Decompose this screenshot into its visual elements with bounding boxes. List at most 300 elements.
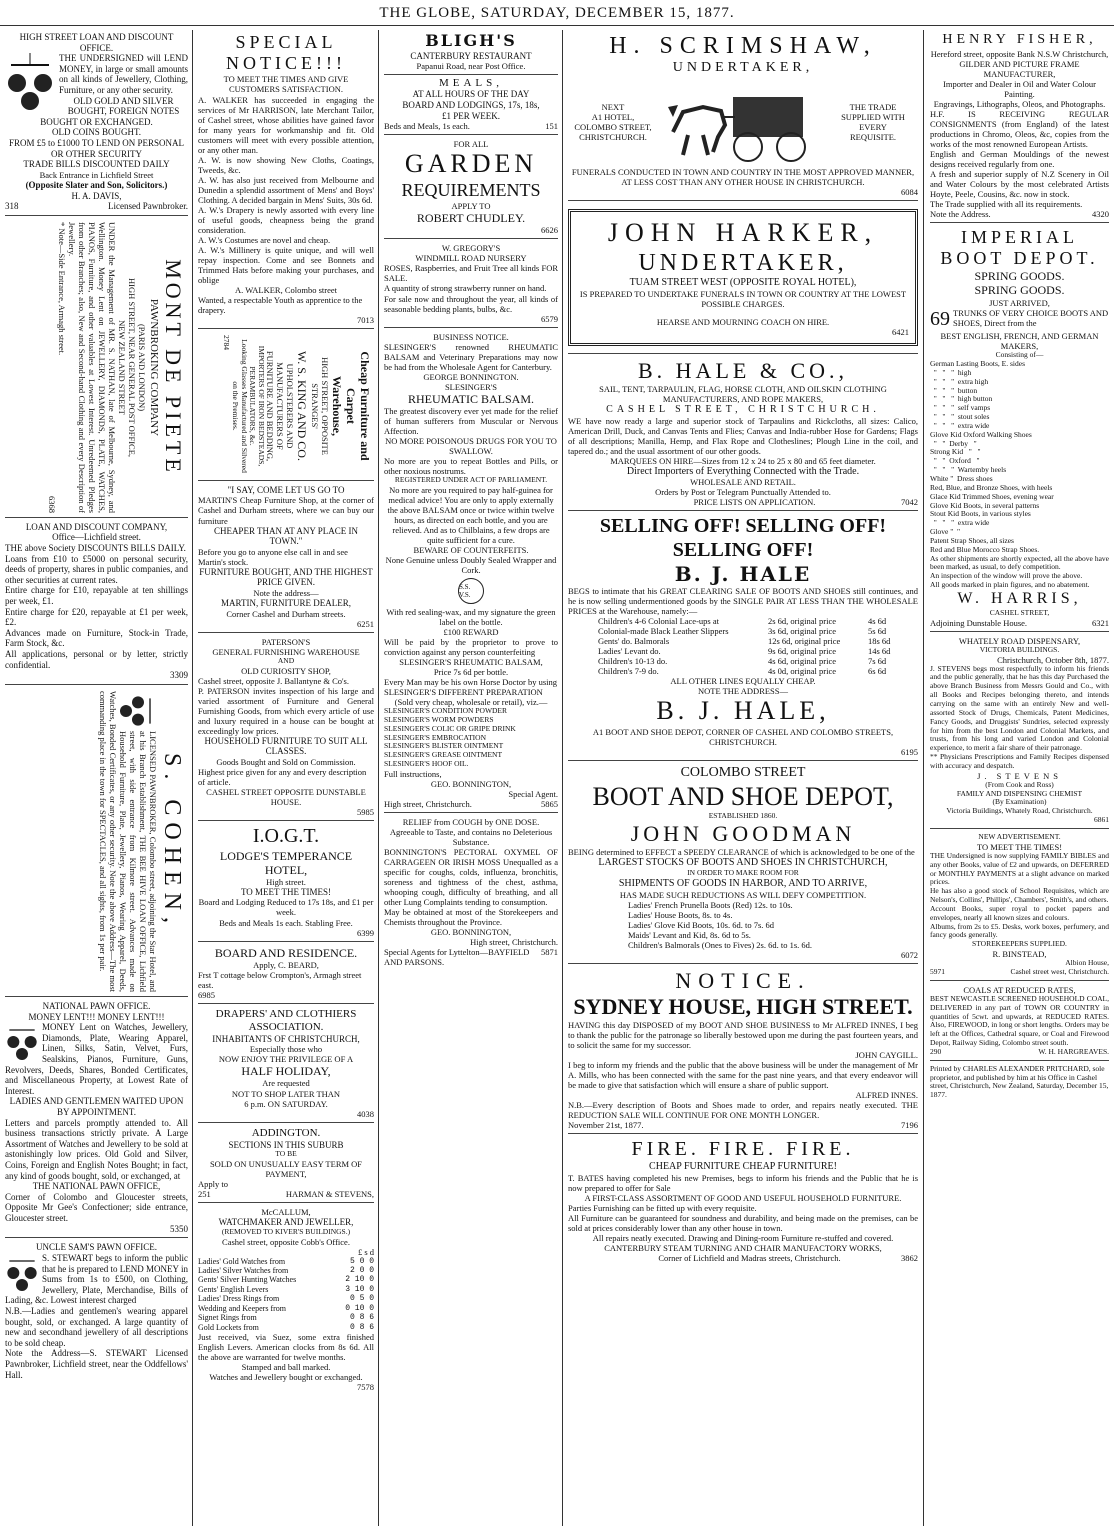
masthead-title: THE GLOBE, SATURDAY, DECEMBER 15, 1877. xyxy=(379,5,735,21)
ad-line: A1 HOTEL, xyxy=(591,111,635,122)
ad-line: Are requested xyxy=(262,1078,310,1089)
ad-line: BEWARE OF COUNTERFEITS. xyxy=(413,544,529,555)
ad-line: Beds and Meals, 1s each. xyxy=(384,121,470,132)
ad-number: 7196 xyxy=(901,1119,918,1130)
ad-number: 5350 xyxy=(170,1223,188,1234)
ad-line: HAS MADE SUCH REDUCTIONS AS WILL DEFY COMPETITION. xyxy=(619,889,867,900)
ad-body: A quantity of strong strawberry runner on hand. xyxy=(384,283,547,294)
product-item: " " " extra wide xyxy=(930,518,990,528)
ad-line: ROBERT CHUDLEY. xyxy=(416,211,526,226)
product-item: SLESINGER'S EMBROCATION xyxy=(384,732,486,742)
ad-line: W. S. KING AND CO. xyxy=(295,350,310,461)
ad-body: Corner of Colombo and Gloucester streets, Opposite Mr Gee's Confectioner; side entrance, Gloucester street. xyxy=(5,1191,188,1224)
ad-body: Engravings, Lithographs, Oleos, and Photographs. xyxy=(933,98,1106,109)
price-item: Ladies' Levant do. xyxy=(598,646,661,657)
ad-line: APPLY TO xyxy=(451,201,491,212)
ad-heading: SELLING OFF! SELLING OFF! SELLING OFF! xyxy=(599,515,887,562)
ad-line: £1 PER WEEK. xyxy=(441,110,501,121)
ad-body: Will be paid by the proprietor to prove to conviction against any person counterfeiting xyxy=(384,636,558,657)
ad-body: S. STEWART begs to inform the public that he is prepared to LEND MONEY in Sums from 1s to £500, on Clothing, Jewellery, Plate, Merchandise, Bills of Lading, &c. Lowest interest charged xyxy=(5,1252,188,1306)
ad-body: Frst T cottage below Crompton's, Armagh street east. xyxy=(198,969,362,990)
ad-signature: W. H. HARGREAVES. xyxy=(1038,1046,1109,1056)
ad-heading: COALS AT REDUCED RATES, xyxy=(963,984,1076,995)
ad-line: OLD COINS BOUGHT. xyxy=(51,127,142,138)
ad-line: LADIES AND GENTLEMEN WAITED UPON BY APPOINTMENT. xyxy=(9,1096,184,1117)
product-item: SLESINGER'S WORM POWDERS xyxy=(384,714,494,724)
product-item: " " Oxford " xyxy=(930,456,980,466)
ad-heading: NOTICE. xyxy=(675,967,811,993)
ad-line: FROM £5 to £1000 TO LEND ON PERSONAL OR OTHER SECURITY xyxy=(9,138,184,159)
ad-line: SUPPLIED WITH xyxy=(841,111,905,122)
left-box xyxy=(568,102,658,142)
ad-subheading: UNDERTAKER, xyxy=(638,249,848,276)
price-item: Children's 4-6 Colonial Lace-ups at xyxy=(598,616,719,627)
price-item: Ladies' Dress Rings from xyxy=(198,1294,280,1304)
ad-body: He has also a good stock of School Requisites, which are Nelson's, Collins', Phillips', Chambers', Smith's, and others. xyxy=(930,886,1109,905)
ad-line: £ s d xyxy=(357,1246,374,1257)
ad-line: Stamped and ball marked. xyxy=(241,1362,331,1373)
product-item: " " " extra high xyxy=(930,376,989,386)
ad-body: Albums, from 2s to £5. Desks, work boxes, perfumery, and fancy goods generally. xyxy=(930,921,1109,940)
ad-line: ESTABLISHED 1860. xyxy=(708,811,778,821)
ad-subheading: SPRING GOODS. xyxy=(974,283,1065,298)
ad-body: English and German Mouldings of the newest designs received regularly from one. xyxy=(930,148,1109,169)
price-original: 18s 6d xyxy=(868,636,891,647)
ad-body: N.B.—Ladies and gentlemen's wearing apparel bought, sold, or exchanged. A large quantity of new and secondhand jewellery of all descriptions to be sold cheap. xyxy=(5,1305,188,1348)
product-item: " " " stout soles xyxy=(930,412,990,422)
ad-fire-furniture xyxy=(568,1136,918,1267)
ad-body: WE have now ready a large and superior stock of Tarpaulins and Rickcloths, all sizes: Calico, American Drill, Duck, and Canvas Tents and Flies; Canvas and India-rubber Hose for Gardens; Flags of all descriptions; Manilla, Hemp, and Flax Rope and Clotheslines; Plough Line in the coil, and tapered do.; and the usual assortment of our other goods. xyxy=(568,415,918,456)
ad-body: Board and Lodging Reduced to 17s 18s, and £1 per week. xyxy=(198,897,374,918)
price-item: Wedding and Keepers from xyxy=(198,1303,286,1313)
ad-body: MARTIN'S Cheap Furniture Shop, at the corner of Cashel and Durham streets, where we can buy our furniture xyxy=(198,495,374,526)
ad-mont-de-piete xyxy=(5,218,188,518)
rotated-block xyxy=(5,689,188,994)
price-original: 6s 6d xyxy=(868,666,887,677)
price-item: Signet Rings from xyxy=(198,1313,257,1323)
ad-number: 7013 xyxy=(357,314,374,325)
ad-national-pawn xyxy=(5,999,188,1238)
ad-heading: COLOMBO STREET xyxy=(680,765,806,781)
ad-ws-king xyxy=(198,331,374,481)
price-value: 0 8 6 xyxy=(349,1322,374,1332)
ad-body: BONNINGTON'S PECTORAL OXYMEL OF CARRAGEEN OR IRISH MOSS Unequalled as a specific for coughs, colds, influenza, bronchitis, soreness and tightness of the chest, asthma, whooping cough, difficulty of breathing, and all other Lung Complaints tending to consumption. xyxy=(384,847,558,908)
column-2 xyxy=(195,30,377,1526)
ad-line: Special Agents for Lyttelton—BAYFIELD AND PARSONS. xyxy=(384,947,530,968)
ad-line: NOTE THE ADDRESS— xyxy=(697,686,789,697)
column-3 xyxy=(381,30,561,1526)
ad-line: Apply, C. BEARD, xyxy=(253,959,319,970)
ad-number: 4320 xyxy=(1092,208,1109,219)
ad-signature: H. A. DAVIS, xyxy=(71,190,122,201)
ad-body: SECTIONS IN THIS SUBURB xyxy=(228,1139,344,1150)
ad-number: 151 xyxy=(545,121,558,132)
ad-blighs xyxy=(384,30,558,135)
product-list xyxy=(384,707,558,769)
ad-gregory xyxy=(384,241,558,327)
ad-line: NEXT xyxy=(601,101,625,112)
ad-body: Direct Importers of Everything Connected with the Trade. xyxy=(626,465,860,477)
ad-line: HEARSE AND MOURNING COACH ON HIRE. xyxy=(656,316,830,327)
ad-body: None Genuine unless Doubly Sealed Wrapper and Cork. xyxy=(385,554,557,575)
ad-number: 3309 xyxy=(170,670,188,681)
ad-number: 5971 xyxy=(930,966,945,976)
ad-line: CASHEL STREET OPPOSITE DUNSTABLE HOUSE. xyxy=(206,786,366,807)
ad-relief-cough xyxy=(384,815,558,970)
price-sale: 3s 6d, original price xyxy=(768,626,836,637)
ad-line: HIGH STREET, OPPOSITE STRANGES' xyxy=(309,356,330,455)
ad-heading: BLIGH'S xyxy=(425,31,517,50)
ad-heading: HENRY FISHER, xyxy=(942,32,1097,47)
product-item: " " " extra wide xyxy=(930,420,990,430)
price-row xyxy=(198,1285,374,1294)
ad-subheading: CANTERBURY RESTAURANT xyxy=(410,50,532,61)
ad-heading: DRAPERS' AND CLOTHIERS ASSOCIATION. xyxy=(215,1007,357,1033)
ad-line: * Note—Side Entrance, Armagh street. xyxy=(56,221,67,355)
column-rule xyxy=(378,30,379,1526)
ad-body: A. WALKER has succeeded in engaging the services of Mr HARRISON, late Merchant Tailor, of Cashel street, whose abilities have gained favor for many years for workmanship and fit. Old customers will meet with every possible attention, or any other man. xyxy=(198,94,374,155)
ad-line: IN ORDER TO MAKE ROOM FOR xyxy=(687,867,799,877)
masthead xyxy=(0,0,1114,26)
ad-line: Papanui Road, near Post Office. xyxy=(416,61,526,72)
price-row xyxy=(598,616,918,626)
ad-number: 6321 xyxy=(1092,617,1109,628)
ad-subheading: B. J. HALE xyxy=(674,561,812,586)
ad-line: TUAM STREET WEST (OPPOSITE ROYAL HOTEL), xyxy=(629,276,857,288)
ad-signature: ALFRED INNES. xyxy=(855,1089,918,1100)
column-5 xyxy=(927,30,1112,1526)
ad-sydney-house xyxy=(568,966,918,1134)
ad-body: Entire charge for £20, repayable at £1 per week, £2. xyxy=(5,606,188,628)
ad-line: A1 BOOT AND SHOE DEPOT, CORNER OF CASHEL AND COLOMBO STREETS, CHRISTCHURCH. xyxy=(592,727,894,748)
ad-line: STOREKEEPERS SUPPLIED. xyxy=(972,939,1067,949)
ad-heading: REQUIREMENTS xyxy=(401,180,541,200)
ad-body: ** Physicians Prescriptions and Family Recipes dispensed with accuracy and despatch. xyxy=(930,752,1109,770)
ad-line: Special Agent. xyxy=(508,788,558,799)
ad-body: MARQUEES ON HIRE—Sizes from 12 x 24 to 25 x 80 and 65 feet diameter. xyxy=(610,455,876,466)
ad-heading: S. COHEN, xyxy=(159,752,185,930)
ad-heading: GARDEN xyxy=(404,149,538,179)
ad-subheading: CHEAP FURNITURE CHEAP FURNITURE! xyxy=(649,1161,837,1173)
ad-garden xyxy=(384,137,558,239)
imprint-text: Printed by CHARLES ALEXANDER PRITCHARD, sole proprietor, and published by him at his Office in Cashel street, Christchurch, New Zealand, Saturday, December 15, 1877. xyxy=(930,1063,1109,1100)
ad-line: SLESINGER'S RHEUMATIC BALSAM, xyxy=(399,656,543,667)
ad-loan-discount-company xyxy=(5,520,188,685)
ad-line: IMPORTERS OF IRON BEDSTEADS, PERAMBULATORS, &c. xyxy=(248,345,267,467)
ad-heading: RELIEF from COUGH by ONE DOSE. xyxy=(402,817,540,828)
ad-subheading: MONEY LENT!!! MONEY LENT!!! xyxy=(28,1011,165,1022)
ad-imperial-boot xyxy=(930,225,1109,632)
ad-line: TRADE BILLS DISCOUNTED DAILY xyxy=(23,159,170,170)
ad-body: An inspection of the window will prove the above. xyxy=(930,571,1083,581)
product-item: SLESINGER'S CONDITION POWDER xyxy=(384,706,508,716)
ad-line: (Opposite Slater and Son, Solicitors.) xyxy=(25,179,168,190)
ad-line: FURNITURE AND BEDDING, xyxy=(265,350,276,461)
ad-line: REGISTERED UNDER ACT OF PARLIAMENT. xyxy=(394,474,548,484)
price-sale: 12s 6d, original price xyxy=(768,636,841,647)
ad-body: J. STEVENS begs most respectfully to inform his friends and the public generally, that he has this day Purchased the above Branch Business from Messrs Gould and Co., with all Books and Recipes belonging thereto, and intends carrying on the same with an entirely New and well-assorted Stock of Drugs, Chemicals, Patent Medicines, Fancy Goods, and Druggists' Sundries, selected expressly for him from the best London and Colonial Markets, and trusts, from his long and varied London and Colonial experience, to merit a fair share of their patronage. xyxy=(930,663,1109,753)
ad-body: FUNERALS CONDUCTED IN TOWN AND COUNTRY IN THE MOST APPROVED MANNER, AT LESS COST THAN ANY OTHER HOUSE IN CHRISTCHURCH. xyxy=(571,166,915,187)
product-item: Glace Kid Trimmed Shoes, evening wear xyxy=(930,491,1054,501)
ad-body: No more are you required to pay half-guinea for medical advice! You are only to apply externally the above BALSAM once or twice within twelve hours, as directed on each bottle, and you are relieved. And as to Chilblains, a few drops are quite sufficient for a cure. xyxy=(387,484,555,545)
price-value: 2 10 0 xyxy=(345,1275,374,1285)
pawnbroker-balls-icon xyxy=(5,53,55,113)
ad-line: GILDER AND PICTURE FRAME MANUFACTURER, xyxy=(959,58,1080,79)
ad-selling-off xyxy=(568,513,918,761)
ad-body: Letters and parcels promptly attended to. All business transactions strictly private. A Large Assortment of Watches and Jewellery to be sold at astonishingly low prices. Old Gold and Silver, Coins, Foreign and English Notes Bought; in fact, any kind of goods bought, sold, or exchanged, at xyxy=(5,1117,188,1181)
trunk-count: 69 xyxy=(930,307,950,330)
product-item: Strong Kid " " xyxy=(930,447,981,457)
ad-line: Back Entrance in Lichfield Street xyxy=(39,169,154,180)
ad-line: (From Cook and Ross) xyxy=(985,779,1054,789)
ad-line: High street, Christchurch. xyxy=(470,937,558,948)
ad-drapers xyxy=(198,1006,374,1123)
ad-number: 6579 xyxy=(541,313,558,324)
column-rule xyxy=(923,30,924,1526)
ad-heading: NEW ADVERTISEMENT. xyxy=(978,831,1061,841)
price-item: Children's Balmorals (Ones to Fives) 2s. 6d. to 1s. 6d. xyxy=(628,939,813,950)
ad-body: A. W.'s Millinery is quite unique, and will well repay inspection. Come and see Bonnets and Trimmed Hats before making your purchases, and oblige xyxy=(198,244,374,285)
ad-line: Corner Cashel and Durham streets. xyxy=(226,608,346,619)
ad-heading: FIRE. FIRE. FIRE. xyxy=(631,1137,855,1160)
ad-heading: HIGH STREET LOAN AND DISCOUNT OFFICE. xyxy=(19,32,174,53)
ad-line: Orders by Post or Telegram Punctually Attended to. xyxy=(655,487,831,498)
ad-heading: H. SCRIMSHAW, xyxy=(609,33,877,59)
ad-body: Advances made on Furniture, Stock-in Trade, Farm Stock, &c. xyxy=(5,627,188,649)
ad-line: CANTERBURY STEAM TURNING AND CHAIR MANUFACTORY WORKS, xyxy=(604,1243,882,1254)
product-item: Red, Blue, and Bronze Shoes, with heels xyxy=(930,482,1053,492)
ad-line: NOW ENJOY THE PRIVILEGE OF A xyxy=(218,1054,354,1065)
ad-line: CHEAPER THAN AT ANY PLACE IN TOWN." xyxy=(213,525,359,547)
ad-martin xyxy=(198,483,374,633)
ad-number: 251 xyxy=(198,1189,211,1200)
product-item: Glove Kid Oxford Walking Shoes xyxy=(930,429,1032,439)
ad-line: TO BE xyxy=(275,1149,297,1159)
ad-signature: JOHN CAYGILL. xyxy=(855,1049,918,1060)
price-row xyxy=(198,1275,374,1284)
ad-line: BOARD AND LODGINGS, 17s, 18s, xyxy=(402,100,540,111)
ad-colombo-boot-depot xyxy=(568,763,918,964)
ad-signature: HARMAN & STEVENS, xyxy=(285,1189,374,1200)
ad-heading: BOARD AND RESIDENCE. xyxy=(214,945,358,960)
ad-line: High street. xyxy=(266,876,306,887)
ad-body: T. BATES having completed his new Premises, begs to inform his friends and the Public that he is now prepared to offer for Sale xyxy=(568,1173,918,1194)
product-item: " " " high xyxy=(930,367,972,377)
price-item: Colonial-made Black Leather Slippers xyxy=(598,626,729,637)
ad-body: The Trade supplied with all its requirements. xyxy=(930,198,1083,209)
ad-subheading: PAWNBROKING COMPANY xyxy=(148,298,161,436)
ad-line: Adjoining Dunstable House. xyxy=(930,617,1028,628)
horse-hearse-icon xyxy=(663,77,823,167)
ad-number: 290 xyxy=(930,1046,942,1056)
price-item: Ladies' Silver Watches from xyxy=(198,1265,289,1275)
product-item: " " Derby " xyxy=(930,438,977,448)
seal-text: S.S. V.S. xyxy=(459,582,471,599)
column-rule xyxy=(562,30,563,1526)
ad-number: 2784 xyxy=(221,334,231,350)
ad-line: Albion House, xyxy=(1065,958,1109,968)
price-row xyxy=(598,626,918,636)
ad-heading: NATIONAL PAWN OFFICE. xyxy=(42,1000,151,1011)
ad-body: THE above Society DISCOUNTS BILLS DAILY. xyxy=(5,542,186,553)
ad-heading: ADDINGTON. xyxy=(251,1126,321,1139)
ad-line: SLESINGER'S DIFFERENT PREPARATION xyxy=(384,687,543,698)
ad-subheading: SYDNEY HOUSE, HIGH STREET. xyxy=(573,993,913,1019)
ad-line: FURNITURE BOUGHT, AND THE HIGHEST PRICE GIVEN. xyxy=(199,566,373,588)
ad-body: A. W.'s Drapery is newly assorted with every line of useful goods, cheapness being the grand consideration. xyxy=(198,204,374,235)
ad-uncle-sams xyxy=(5,1240,188,1383)
ad-body: Every Man may be his own Horse Doctor by using xyxy=(384,677,558,687)
product-item: Stout Kid Boots, in various styles xyxy=(930,509,1031,519)
price-item: Ladies' House Boots, 8s. to 4s. xyxy=(628,909,733,920)
ad-line: A FIRST-CLASS ASSORTMENT OF GOOD AND USEFUL HOUSEHOLD FURNITURE. xyxy=(584,1193,902,1204)
ad-line: AND xyxy=(277,655,295,665)
ad-line: £100 REWARD xyxy=(443,626,499,637)
ad-line: LARGEST STOCKS OF BOOTS AND SHOES IN CHRISTCHURCH, xyxy=(598,857,888,869)
ad-mccallum xyxy=(198,1205,374,1395)
pawnbroker-balls-icon xyxy=(5,1022,39,1062)
ad-line: NO MORE POISONOUS DRUGS FOR YOU TO SWALLOW. xyxy=(385,435,557,456)
ad-line: Note the Address. xyxy=(930,208,991,219)
ad-line: UPHOLSTERERS AND MANUFACTURERS OF xyxy=(275,362,296,450)
price-item: Children's 10-13 do. xyxy=(598,656,668,667)
ad-s-cohen xyxy=(5,687,188,997)
ad-signature: R. BINSTEAD, xyxy=(992,949,1047,960)
price-list xyxy=(198,1257,374,1333)
ad-line: Full instructions, xyxy=(384,768,442,779)
ad-line: MEALS, xyxy=(438,76,504,89)
price-value: 5 0 0 xyxy=(349,1256,374,1266)
ad-body: The greatest discovery ever yet made for the relief of human sufferers from Muscular or Nervous Affection. xyxy=(384,405,558,436)
ad-whately-dispensary xyxy=(930,634,1109,829)
price-value: 0 10 0 xyxy=(345,1303,374,1313)
ad-addington xyxy=(198,1125,374,1203)
ad-iogt xyxy=(198,823,374,942)
ad-line: PRICE LISTS ON APPLICATION. xyxy=(693,497,816,508)
ad-heading: Warehouse, xyxy=(329,375,344,436)
ad-subheading: SPRING GOODS. xyxy=(974,269,1065,284)
product-item: SLESINGER'S COLIC OR GRIPE DRINK xyxy=(384,723,516,733)
ad-line: Note the address— xyxy=(253,587,319,598)
ad-line: OLD CURIOSITY SHOP, xyxy=(241,665,331,676)
product-item: " " " self vamps xyxy=(930,403,991,413)
ad-number: 3862 xyxy=(900,1253,918,1264)
ad-line: THE TRADE xyxy=(849,101,897,112)
ad-subheading: TO MEET THE TIMES AND GIVE CUSTOMERS SATISFACTION. xyxy=(223,74,349,95)
price-row xyxy=(198,1313,374,1322)
ad-body: MONEY Lent on Watches, Jewellery, Diamonds, Plate, Wearing Apparel, Linen, Silks, Satin, Velvet, Furs, Sealskins, Pianos, Furniture, Guns, Revolvers, Deeds, Shares, Bonded Certificates, and Miscellaneous Property, at Lowest Rate of Interest. xyxy=(5,1022,188,1096)
ad-number: 6421 xyxy=(892,326,909,337)
ad-number: 6072 xyxy=(901,949,918,960)
ad-body: LICENSED PAWNBROKER, Colombo street, adjoining the Star Hotel, and at his Branch Establishment, THE BEE HIVE LOAN OFFICE, Lichfield street, with side entrance from Kilmore street. Advances made on Household Furniture, Plate, Jewellery, Pianos, Wearing Apparel, Deeds, Watches, Bonded Certificates, or any other security. Note the above Address—The most commanding place in the town for SPECTACLES, and all sights, from 1s per pair. xyxy=(97,690,158,992)
ad-number: 6985 xyxy=(198,989,215,1000)
ad-body: Account Books, super royal to pocket papers and envelopes, nearly all known sizes and colours. xyxy=(930,903,1109,922)
price-row xyxy=(598,636,918,646)
ad-body: Just received, via Suez, some extra finished English Levers. American clocks from 8s 6d. All the above are warranted for twelve months. xyxy=(198,1332,374,1363)
ad-body: A. W.'s Costumes are novel and cheap. xyxy=(198,234,331,245)
ad-heading: I.O.G.T. xyxy=(252,824,320,847)
ad-line: OLD GOLD AND SILVER BOUGHT, FOREIGN NOTES BOUGHT OR EXCHANGED. xyxy=(40,95,180,127)
price-original: 7s 6d xyxy=(868,656,887,667)
ad-heading: UNCLE SAM'S PAWN OFFICE. xyxy=(35,1242,158,1253)
ad-heading: JOHN HARKER, xyxy=(607,217,879,247)
ad-signature: GEO. BONNINGTON, xyxy=(430,927,512,938)
ad-number: 5865 xyxy=(541,799,558,809)
price-item: Gents' English Levers xyxy=(198,1284,269,1294)
price-row xyxy=(598,666,918,676)
rotated-block xyxy=(5,220,188,515)
ad-slesinger xyxy=(384,330,558,813)
product-item: " " " Wartemby heels xyxy=(930,465,1007,475)
ad-number: 5985 xyxy=(357,806,374,817)
ad-body: P. PATERSON invites inspection of his large and varied assortment of Furniture and General Furnishing Goods, from which every article of use and luxury required in a house can be bought at exceedingly low prices. xyxy=(198,685,374,736)
column-4 xyxy=(565,30,921,1526)
ad-line: November 21st, 1877. xyxy=(568,1119,644,1130)
ad-line: Cashel street west, Christchurch. xyxy=(1010,966,1109,976)
ad-high-street-loan xyxy=(5,30,188,216)
ad-heading: BOOT AND SHOE DEPOT, xyxy=(592,781,894,811)
ad-body: TRUNKS OF VERY CHOICE BOOTS AND SHOES, Direct from the xyxy=(953,307,1109,329)
price-row xyxy=(598,656,918,666)
ad-signature: GEORGE BONNINGTON. xyxy=(423,371,519,382)
ad-coals xyxy=(930,983,1109,1061)
ad-body: ROSES, Raspberries, and Fruit Tree all kinds FOR SALE. xyxy=(384,263,558,284)
ad-line: (REMOVED TO KIVER'S BUILDINGS.) xyxy=(221,1226,351,1236)
ad-line: Cashel street, opposite J. Ballantyne & Co's. xyxy=(198,675,349,686)
ad-number: 7578 xyxy=(357,1382,374,1393)
ad-line: SHIPMENTS OF GOODS IN HARBOR, AND TO ARRIVE, xyxy=(618,877,868,889)
ad-heading: Cheap Furniture and Carpet xyxy=(343,351,372,461)
ad-body: All applications, personal or by letter, strictly confidential. xyxy=(5,649,188,670)
ad-body: All repairs neatly executed. Drawing and Dining-room Furniture re-stuffed and covered. xyxy=(592,1233,894,1244)
ad-heading: B. J. HALE, xyxy=(656,696,830,726)
product-item: German Lasting Boots, E. sides xyxy=(930,359,1025,369)
price-original: 5s 6d xyxy=(868,626,887,637)
ad-line: CASHEL STREET, CHRISTCHURCH. xyxy=(606,403,880,415)
ad-body: INHABITANTS OF CHRISTCHURCH, xyxy=(212,1033,360,1044)
ad-body: BEING determined to EFFECT a SPEEDY CLEARANCE of which is acknowledged to be one of the xyxy=(568,847,915,858)
price-sale: 9s 6d, original price xyxy=(768,646,836,657)
ad-henry-fisher xyxy=(930,30,1109,223)
ad-line: Watches and Jewellery bought or exchanged. xyxy=(209,1372,363,1383)
ad-line: Corner of Lichfield and Madras streets, Christchurch. xyxy=(658,1253,841,1264)
price-list xyxy=(568,900,918,950)
ad-subheading: TO MEET THE TIMES! xyxy=(976,841,1063,852)
price-value: 3 10 0 xyxy=(345,1284,374,1294)
ad-line: COLOMBO STREET, xyxy=(574,121,652,132)
ad-body: No more are you to repeat Bottles and Pills, or other noxious nostrums. xyxy=(384,455,558,476)
ad-body: A. W. has also just received from Melbourne and Dunedin a splendid assortment of Mens' and Boys' Clothing. A decided bargain in Mens' Suits, 30s 6d. xyxy=(198,174,374,205)
ad-number: 6368 xyxy=(46,495,57,513)
price-row xyxy=(198,1323,374,1332)
price-item: Ladies' Glove Kid Boots, 10s. 6d. to 7s. 6d xyxy=(628,919,775,930)
product-item: SLESINGER'S GREASE OINTMENT xyxy=(384,750,503,760)
ad-line: SLESINGER'S xyxy=(444,381,498,392)
ad-number: 6399 xyxy=(357,927,374,938)
pawnbroker-balls-icon xyxy=(5,1253,39,1293)
column-1 xyxy=(2,30,191,1526)
ad-heading: LOAN AND DISCOUNT COMPANY, xyxy=(25,521,168,532)
ad-line: (By Examination) xyxy=(992,797,1047,807)
ad-date: Christchurch, October 8th, 1877. xyxy=(997,654,1109,665)
ad-line: Consisting of— xyxy=(995,350,1044,360)
seal-icon xyxy=(458,578,484,604)
ad-number: 5871 xyxy=(541,947,558,958)
price-value: 2 0 0 xyxy=(349,1265,374,1275)
price-item: Gold Lockets from xyxy=(198,1322,259,1332)
ad-body: Entire charge for £10, repayable at ten shillings per week, £1. xyxy=(5,585,188,607)
ad-line: (Sold very cheap, wholesale or retail), viz.— xyxy=(394,697,548,708)
